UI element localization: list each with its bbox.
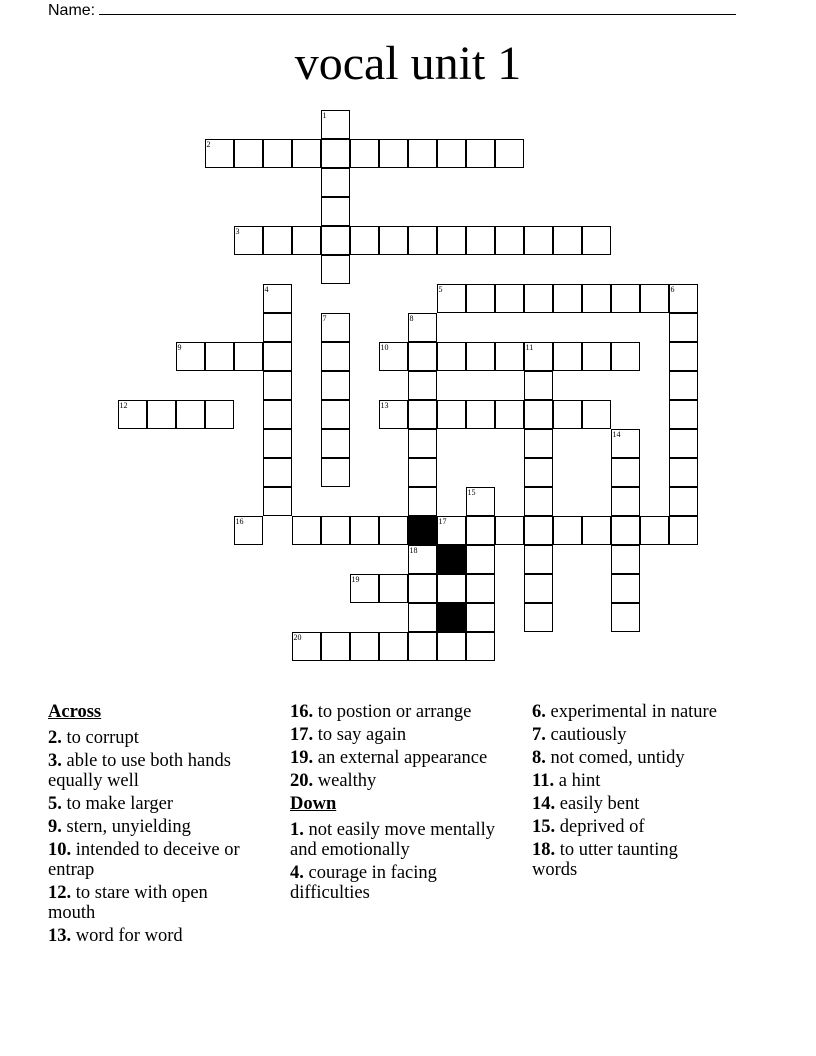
black-square bbox=[437, 545, 466, 574]
crossword-cell[interactable] bbox=[408, 545, 437, 574]
crossword-cell[interactable] bbox=[582, 516, 611, 545]
clue-text: cautiously bbox=[550, 725, 627, 745]
crossword-cell[interactable] bbox=[263, 371, 292, 400]
crossword-cell[interactable] bbox=[611, 545, 640, 574]
crossword-cell[interactable] bbox=[118, 400, 147, 429]
clue bbox=[532, 748, 722, 768]
crossword-cell[interactable] bbox=[669, 400, 698, 429]
clue-text: to say again bbox=[317, 725, 407, 745]
page-title: vocal unit 1 bbox=[294, 37, 522, 90]
clue-heading-across: Across bbox=[48, 702, 102, 722]
crossword-cell[interactable] bbox=[553, 226, 582, 255]
cell-number: 2 bbox=[206, 139, 211, 149]
cell-number: 8 bbox=[409, 313, 414, 323]
crossword-cell[interactable] bbox=[611, 516, 640, 545]
crossword-cell[interactable] bbox=[263, 458, 292, 487]
crossword-cell[interactable] bbox=[495, 226, 524, 255]
crossword-cell[interactable] bbox=[611, 574, 640, 603]
crossword-cell[interactable] bbox=[408, 139, 437, 168]
clue-number: 12. bbox=[48, 883, 72, 903]
crossword-cell[interactable] bbox=[350, 632, 379, 661]
cell-number: 1 bbox=[322, 110, 327, 120]
cell-number: 17 bbox=[438, 516, 447, 526]
clue bbox=[290, 863, 512, 903]
clue-number: 17. bbox=[290, 725, 314, 745]
crossword-cell[interactable] bbox=[408, 371, 437, 400]
clue bbox=[290, 771, 512, 791]
cell-number: 12 bbox=[119, 400, 128, 410]
cell-number: 9 bbox=[177, 342, 182, 352]
crossword-cell[interactable] bbox=[350, 226, 379, 255]
crossword-cell[interactable] bbox=[553, 516, 582, 545]
crossword-cell[interactable] bbox=[524, 603, 553, 632]
crossword-cell[interactable] bbox=[669, 371, 698, 400]
crossword-cell[interactable] bbox=[321, 516, 350, 545]
crossword-cell[interactable] bbox=[234, 516, 263, 545]
crossword-cell[interactable] bbox=[176, 342, 205, 371]
crossword-cell[interactable] bbox=[176, 400, 205, 429]
clue bbox=[48, 817, 253, 837]
cell-number: 14 bbox=[612, 429, 621, 439]
crossword-cell[interactable] bbox=[379, 139, 408, 168]
crossword-cell[interactable] bbox=[524, 516, 553, 545]
crossword-cell[interactable] bbox=[640, 284, 669, 313]
crossword-cell[interactable] bbox=[321, 429, 350, 458]
clue-number: 20. bbox=[290, 771, 314, 791]
clue bbox=[48, 751, 253, 791]
clue bbox=[532, 817, 722, 837]
clue-number: 18. bbox=[532, 840, 556, 860]
crossword-cell[interactable] bbox=[669, 284, 698, 313]
crossword-cell[interactable] bbox=[611, 342, 640, 371]
crossword-cell[interactable] bbox=[495, 284, 524, 313]
crossword-cell[interactable] bbox=[495, 400, 524, 429]
crossword-cell[interactable] bbox=[524, 371, 553, 400]
crossword-cell[interactable] bbox=[321, 400, 350, 429]
crossword-cell[interactable] bbox=[379, 632, 408, 661]
crossword-cell[interactable] bbox=[437, 516, 466, 545]
crossword-cell[interactable] bbox=[582, 284, 611, 313]
crossword-cell[interactable] bbox=[582, 400, 611, 429]
cell-number: 15 bbox=[467, 487, 476, 497]
crossword-cell[interactable] bbox=[524, 429, 553, 458]
crossword-cell[interactable] bbox=[466, 226, 495, 255]
clue-number: 1. bbox=[290, 820, 304, 840]
cell-number: 16 bbox=[235, 516, 244, 526]
crossword-cell[interactable] bbox=[437, 632, 466, 661]
crossword-cell[interactable] bbox=[321, 458, 350, 487]
crossword-cell[interactable] bbox=[408, 429, 437, 458]
crossword-cell[interactable] bbox=[379, 400, 408, 429]
clue-text: not comed, untidy bbox=[550, 748, 685, 768]
crossword-cell[interactable] bbox=[640, 516, 669, 545]
crossword-cell[interactable] bbox=[321, 139, 350, 168]
crossword-cell[interactable] bbox=[408, 487, 437, 516]
clue bbox=[532, 702, 722, 722]
crossword-cell[interactable] bbox=[263, 429, 292, 458]
clue bbox=[290, 725, 512, 745]
crossword-cell[interactable] bbox=[147, 400, 176, 429]
crossword-cell[interactable] bbox=[234, 139, 263, 168]
cell-number: 5 bbox=[438, 284, 443, 294]
clue-number: 10. bbox=[48, 840, 72, 860]
crossword-cell[interactable] bbox=[437, 400, 466, 429]
clue-number: 13. bbox=[48, 926, 72, 946]
clue-number: 5. bbox=[48, 794, 62, 814]
crossword-cell[interactable] bbox=[553, 284, 582, 313]
clue-number: 8. bbox=[532, 748, 546, 768]
clue-number: 7. bbox=[532, 725, 546, 745]
crossword-cell[interactable] bbox=[437, 284, 466, 313]
crossword-cell[interactable] bbox=[292, 516, 321, 545]
cell-number: 4 bbox=[264, 284, 269, 294]
crossword-cell[interactable] bbox=[408, 400, 437, 429]
clue bbox=[48, 728, 253, 748]
crossword-cell[interactable] bbox=[205, 342, 234, 371]
crossword-cell[interactable] bbox=[466, 342, 495, 371]
crossword-cell[interactable] bbox=[466, 632, 495, 661]
clue-text: not easily move mentally and emotionally bbox=[290, 820, 495, 860]
name-label: Name: bbox=[48, 2, 96, 19]
clue-column-1 bbox=[48, 702, 253, 949]
crossword-cell[interactable] bbox=[263, 400, 292, 429]
crossword-cell[interactable] bbox=[582, 342, 611, 371]
crossword-cell[interactable] bbox=[321, 226, 350, 255]
crossword-cell[interactable] bbox=[669, 429, 698, 458]
cell-number: 20 bbox=[293, 632, 302, 642]
crossword-cell[interactable] bbox=[379, 226, 408, 255]
clue-text: able to use both hands equally well bbox=[48, 751, 231, 791]
clue-text: word for word bbox=[75, 926, 183, 946]
crossword-cell[interactable] bbox=[466, 545, 495, 574]
crossword-cell[interactable] bbox=[292, 226, 321, 255]
crossword-cell[interactable] bbox=[408, 458, 437, 487]
crossword-cell[interactable] bbox=[524, 342, 553, 371]
crossword-cell[interactable] bbox=[611, 458, 640, 487]
clue bbox=[48, 840, 253, 880]
cell-number: 19 bbox=[351, 574, 360, 584]
crossword-cell[interactable] bbox=[466, 574, 495, 603]
crossword-cell[interactable] bbox=[524, 458, 553, 487]
clue-heading-down: Down bbox=[290, 794, 337, 814]
clue-number: 3. bbox=[48, 751, 62, 771]
clue-text: courage in facing difficulties bbox=[290, 863, 437, 903]
crossword-cell[interactable] bbox=[408, 313, 437, 342]
clue-text: intended to deceive or entrap bbox=[48, 840, 240, 880]
crossword-cell[interactable] bbox=[524, 226, 553, 255]
black-square bbox=[408, 516, 437, 545]
clue bbox=[48, 926, 253, 946]
clue bbox=[532, 794, 722, 814]
clue-text: a hint bbox=[558, 771, 601, 791]
clue-number: 16. bbox=[290, 702, 314, 722]
crossword-cell[interactable] bbox=[524, 400, 553, 429]
crossword-cell[interactable] bbox=[466, 487, 495, 516]
crossword-cell[interactable] bbox=[234, 342, 263, 371]
crossword-cell[interactable] bbox=[495, 342, 524, 371]
crossword-cell[interactable] bbox=[466, 139, 495, 168]
crossword-cell[interactable] bbox=[205, 139, 234, 168]
crossword-cell[interactable] bbox=[553, 400, 582, 429]
crossword-cell[interactable] bbox=[408, 342, 437, 371]
crossword-cell[interactable] bbox=[321, 255, 350, 284]
crossword-cell[interactable] bbox=[350, 574, 379, 603]
crossword-cell[interactable] bbox=[611, 284, 640, 313]
cell-number: 18 bbox=[409, 545, 418, 555]
clue bbox=[532, 725, 722, 745]
crossword-cell[interactable] bbox=[321, 197, 350, 226]
crossword-cell[interactable] bbox=[669, 487, 698, 516]
clue-number: 4. bbox=[290, 863, 304, 883]
clue-text: to corrupt bbox=[66, 728, 139, 748]
crossword-cell[interactable] bbox=[379, 342, 408, 371]
clue-text: to utter taunting words bbox=[532, 840, 678, 880]
clue-number: 14. bbox=[532, 794, 556, 814]
crossword-cell[interactable] bbox=[321, 632, 350, 661]
clue-text: to make larger bbox=[66, 794, 174, 814]
crossword-cell[interactable] bbox=[611, 487, 640, 516]
clue bbox=[532, 840, 722, 880]
crossword-cell[interactable] bbox=[321, 371, 350, 400]
crossword-cell[interactable] bbox=[611, 603, 640, 632]
clue-number: 11. bbox=[532, 771, 555, 791]
clue-text: an external appearance bbox=[317, 748, 488, 768]
crossword-cell[interactable] bbox=[321, 110, 350, 139]
cell-number: 6 bbox=[670, 284, 675, 294]
crossword-cell[interactable] bbox=[582, 226, 611, 255]
clue bbox=[48, 794, 253, 814]
crossword-cell[interactable] bbox=[437, 342, 466, 371]
clue-number: 6. bbox=[532, 702, 546, 722]
crossword-cell[interactable] bbox=[321, 342, 350, 371]
crossword-cell[interactable] bbox=[408, 574, 437, 603]
crossword-cell[interactable] bbox=[263, 342, 292, 371]
crossword-cell[interactable] bbox=[292, 139, 321, 168]
crossword-cell[interactable] bbox=[350, 139, 379, 168]
crossword-cell[interactable] bbox=[205, 400, 234, 429]
crossword-cell[interactable] bbox=[408, 603, 437, 632]
crossword-cell[interactable] bbox=[437, 574, 466, 603]
crossword-cell[interactable] bbox=[669, 342, 698, 371]
clue bbox=[290, 702, 512, 722]
crossword-cell[interactable] bbox=[437, 139, 466, 168]
clue-text: easily bent bbox=[559, 794, 640, 814]
crossword-cell[interactable] bbox=[466, 284, 495, 313]
clue bbox=[48, 883, 253, 923]
crossword-cell[interactable] bbox=[408, 632, 437, 661]
clue-column-2 bbox=[290, 702, 512, 906]
crossword-cell[interactable] bbox=[321, 168, 350, 197]
cell-number: 13 bbox=[380, 400, 389, 410]
crossword-cell[interactable] bbox=[669, 458, 698, 487]
cell-number: 11 bbox=[525, 342, 534, 352]
crossword-cell[interactable] bbox=[524, 574, 553, 603]
crossword-cell[interactable] bbox=[379, 516, 408, 545]
crossword-cell[interactable] bbox=[437, 226, 466, 255]
clue-number: 19. bbox=[290, 748, 314, 768]
clue-number: 15. bbox=[532, 817, 556, 837]
black-square bbox=[437, 603, 466, 632]
crossword-cell[interactable] bbox=[611, 429, 640, 458]
clue-text: deprived of bbox=[559, 817, 645, 837]
crossword-cell[interactable] bbox=[466, 603, 495, 632]
crossword-cell[interactable] bbox=[263, 487, 292, 516]
cell-number: 3 bbox=[235, 226, 240, 236]
crossword-cell[interactable] bbox=[379, 574, 408, 603]
cell-number: 10 bbox=[380, 342, 389, 352]
clue bbox=[290, 748, 512, 768]
crossword-cell[interactable] bbox=[524, 284, 553, 313]
clue-text: to stare with open mouth bbox=[48, 883, 208, 923]
crossword-cell[interactable] bbox=[524, 487, 553, 516]
crossword-cell[interactable] bbox=[263, 226, 292, 255]
clue-text: wealthy bbox=[317, 771, 377, 791]
clue-text: experimental in nature bbox=[550, 702, 717, 722]
crossword-cell[interactable] bbox=[263, 139, 292, 168]
crossword-cell[interactable] bbox=[466, 516, 495, 545]
crossword-cell[interactable] bbox=[263, 313, 292, 342]
crossword-cell[interactable] bbox=[466, 400, 495, 429]
crossword-cell[interactable] bbox=[408, 226, 437, 255]
crossword-cell[interactable] bbox=[292, 632, 321, 661]
crossword-cell[interactable] bbox=[495, 516, 524, 545]
clue-number: 9. bbox=[48, 817, 62, 837]
crossword-cell[interactable] bbox=[495, 139, 524, 168]
clue-text: to postion or arrange bbox=[317, 702, 472, 722]
crossword-cell[interactable] bbox=[669, 313, 698, 342]
clue bbox=[532, 771, 722, 791]
crossword-cell[interactable] bbox=[524, 545, 553, 574]
crossword-cell[interactable] bbox=[350, 516, 379, 545]
clue-column-3 bbox=[532, 702, 722, 883]
crossword-cell[interactable] bbox=[553, 342, 582, 371]
crossword-cell[interactable] bbox=[263, 284, 292, 313]
clue bbox=[290, 820, 512, 860]
crossword-cell[interactable] bbox=[669, 516, 698, 545]
clue-number: 2. bbox=[48, 728, 62, 748]
crossword-cell[interactable] bbox=[321, 313, 350, 342]
cell-number: 7 bbox=[322, 313, 327, 323]
crossword-cell[interactable] bbox=[234, 226, 263, 255]
clue-text: stern, unyielding bbox=[66, 817, 191, 837]
